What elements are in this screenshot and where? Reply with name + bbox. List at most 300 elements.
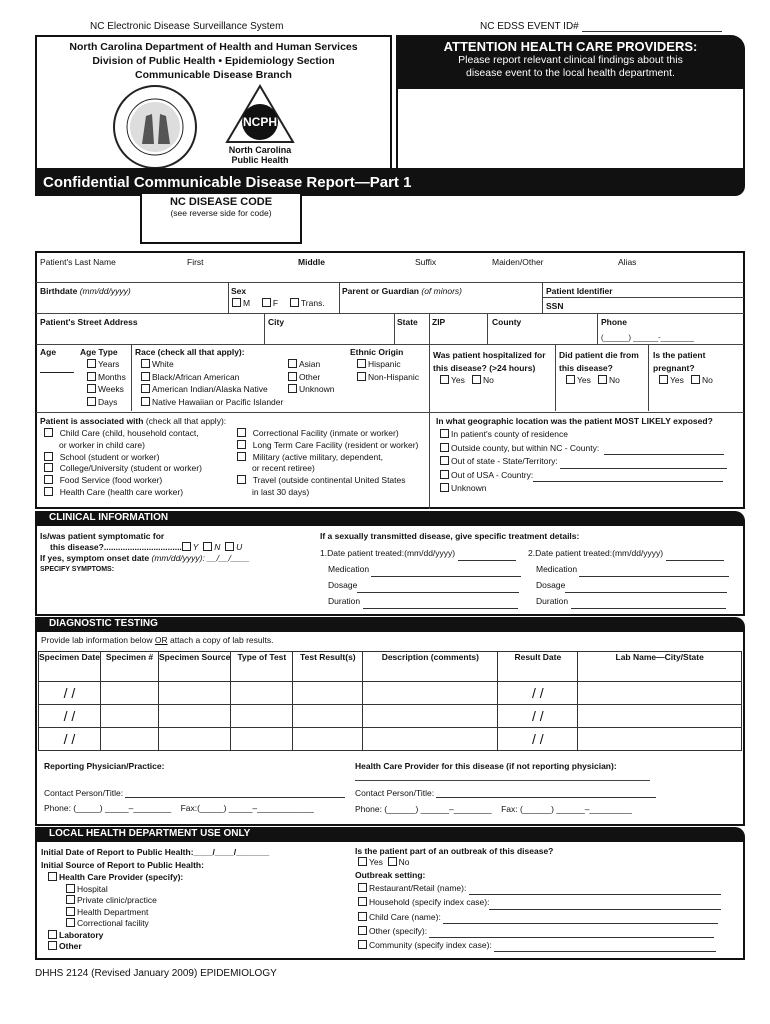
option-label: or worker in child care): [59, 439, 145, 450]
option-label: Non-Hispanic: [368, 371, 420, 382]
option-label: Child Care (name):: [369, 911, 441, 922]
country-field[interactable]: [533, 473, 723, 482]
dosage-field[interactable]: [565, 584, 727, 593]
question-text: Is/was patient symptomatic for: [40, 531, 165, 541]
sex-m-label: M: [243, 298, 251, 308]
source-correctional[interactable]: [48, 918, 183, 930]
exposure-options: [440, 428, 727, 496]
sex-trans-label: Trans.: [300, 298, 325, 308]
option-label: Other (specify):: [369, 925, 428, 936]
checkbox[interactable]: [358, 897, 367, 906]
sex-options: [232, 298, 325, 308]
divider: [429, 313, 430, 509]
setting-community[interactable]: [358, 938, 721, 952]
race-other[interactable]: [288, 371, 334, 384]
cell[interactable]: [363, 682, 498, 705]
middle-name-label: Middle: [298, 257, 325, 267]
no-label: No: [398, 857, 410, 867]
assoc-correctional[interactable]: [237, 428, 418, 440]
setting-other[interactable]: [358, 924, 721, 938]
ethnic-hispanic[interactable]: [357, 358, 419, 371]
onset-label: If yes, symptom onset date: [40, 553, 150, 563]
svg-text:NCPH: NCPH: [242, 115, 278, 129]
question-text: Did patient die from: [559, 350, 639, 360]
state-label: State: [397, 317, 418, 327]
option-label: Days: [98, 396, 118, 407]
disease-code-note: (see reverse side for code): [170, 208, 272, 218]
agency-line: Communicable Disease Branch: [135, 69, 292, 81]
guardian-label: [342, 286, 462, 296]
setting-household[interactable]: [358, 895, 721, 909]
county-field[interactable]: [604, 446, 724, 455]
birthdate-format: (mm/dd/yyyy): [79, 286, 131, 296]
option-label: Out of state - State/Territory:: [451, 456, 558, 466]
yes-label: Yes: [369, 857, 383, 867]
checkbox[interactable]: [357, 372, 366, 381]
logo-caption: Public Health: [231, 155, 289, 165]
option-label: Unknown: [299, 384, 335, 394]
checkbox[interactable]: [141, 384, 150, 393]
ethnic-non-hispanic[interactable]: [357, 371, 419, 384]
initial-date-field[interactable]: Initial Date of Report to Public Health:____/____/_______: [41, 847, 270, 857]
age-type-months[interactable]: [87, 371, 126, 384]
checkbox[interactable]: [44, 452, 53, 461]
col-description: Description (comments): [363, 652, 498, 682]
yes-checkbox[interactable]: [659, 375, 668, 384]
reporting-physician-label: Reporting Physician/Practice:: [44, 761, 165, 771]
cell[interactable]: [293, 728, 363, 751]
treat-date-label: 2.Date patient treated:(mm/dd/yyyy): [528, 548, 664, 558]
cell-specimen-date[interactable]: / /: [39, 705, 101, 728]
associated-note: (check all that apply):: [145, 416, 227, 426]
source-laboratory[interactable]: [48, 930, 183, 942]
medication-field[interactable]: [579, 568, 729, 577]
setting-restaurant[interactable]: [358, 881, 721, 895]
age-type-weeks[interactable]: [87, 383, 126, 396]
divider: [487, 313, 488, 345]
cell[interactable]: [578, 728, 742, 751]
contact-label: Contact Person/Title:: [44, 788, 124, 798]
question-text: Is the patient: [653, 350, 706, 360]
exposure-unknown[interactable]: [440, 482, 727, 496]
diagnostic-section-header: DIAGNOSTIC TESTING: [35, 617, 745, 632]
checkbox[interactable]: [66, 895, 75, 904]
duration-label: Duration: [328, 596, 361, 606]
yes-checkbox[interactable]: [440, 375, 449, 384]
attention-body: Please report relevant clinical findings about this: [458, 54, 683, 66]
option-label: Out of USA - Country:: [451, 469, 534, 480]
associated-title: Patient is associated with: [40, 416, 144, 426]
died-options: [566, 375, 620, 385]
divider: [131, 344, 132, 411]
divider: [597, 313, 598, 345]
race-white[interactable]: [141, 358, 283, 371]
table-row[interactable]: [39, 682, 742, 705]
contact-label: Contact Person/Title:: [355, 788, 435, 798]
checkbox[interactable]: [440, 470, 449, 479]
duration-field[interactable]: [571, 600, 726, 609]
race-label: Race (check all that apply):: [135, 347, 245, 357]
system-name: NC Electronic Disease Surveillance System: [90, 21, 284, 32]
lab-table: [38, 651, 742, 751]
n-label: N: [214, 542, 221, 552]
cell[interactable]: [231, 705, 293, 728]
question-text: Was patient hospitalized for: [433, 350, 546, 360]
std-title: If a sexually transmitted disease, give specific treatment details:: [320, 531, 580, 541]
col-specimen-number: Specimen #: [101, 652, 159, 682]
no-label: No: [482, 375, 494, 385]
exposure-county-residence[interactable]: [440, 428, 727, 442]
option-label: Private clinic/practice: [77, 895, 157, 905]
fax-field[interactable]: Fax:(_____) _____–____________: [180, 803, 314, 813]
yes-label: Yes: [577, 375, 591, 385]
checkbox[interactable]: [358, 883, 367, 892]
checkbox[interactable]: [87, 384, 96, 393]
cell[interactable]: [363, 728, 498, 751]
option-label: or recent retiree): [252, 463, 315, 474]
checkbox[interactable]: [44, 428, 53, 437]
source-health-dept[interactable]: [48, 907, 183, 919]
checkbox[interactable]: [44, 487, 53, 496]
dosage-field[interactable]: [357, 584, 519, 593]
checkbox[interactable]: [440, 483, 449, 492]
no-label: No: [608, 375, 620, 385]
cell[interactable]: [101, 682, 159, 705]
option-label: Black/African American: [152, 371, 240, 382]
race-asian[interactable]: [288, 358, 334, 371]
guardian-text: Parent or Guardian: [342, 286, 419, 296]
zip-label: ZIP: [432, 317, 446, 327]
exposure-title: In what geographic location was the patient MOST LIKELY exposed?: [436, 416, 713, 426]
no-checkbox[interactable]: [691, 375, 700, 384]
medication-label: Medication: [328, 564, 370, 574]
checkbox[interactable]: [358, 926, 367, 935]
hospitalized-question: [433, 349, 546, 374]
u-checkbox[interactable]: [225, 542, 234, 551]
yes-checkbox[interactable]: [566, 375, 575, 384]
y-checkbox[interactable]: [182, 542, 191, 551]
event-id-text: NC EDSS EVENT ID#: [480, 21, 579, 32]
option-label: Child Care (child, household contact,: [59, 428, 199, 438]
age-type-label: Age Type: [80, 347, 118, 357]
sex-f-label: F: [272, 298, 279, 308]
phone-field[interactable]: (______) ______-________: [601, 333, 694, 342]
no-checkbox[interactable]: [388, 857, 397, 866]
sex-f-checkbox[interactable]: [262, 298, 271, 307]
associated-label: [40, 416, 226, 426]
medication-field[interactable]: [371, 568, 521, 577]
assoc-long-term-care[interactable]: [237, 440, 418, 452]
cell[interactable]: [159, 728, 231, 751]
local-health-dept-header: LOCAL HEALTH DEPARTMENT USE ONLY: [35, 827, 745, 842]
sex-m-checkbox[interactable]: [232, 298, 241, 307]
question-text: this disease?.................................: [50, 542, 182, 552]
question-text: pregnant?: [653, 362, 695, 373]
age-type-days[interactable]: [87, 396, 126, 409]
checkbox[interactable]: [66, 884, 75, 893]
checkbox[interactable]: [44, 475, 53, 484]
pregnant-question: [653, 349, 705, 374]
option-label: American Indian/Alaska Native: [152, 384, 268, 394]
question-text: this disease?: [559, 362, 613, 373]
option-label: Household (specify index case):: [369, 897, 490, 908]
outbreak-question: Is the patient part of an outbreak of this disease?: [355, 846, 554, 856]
checkbox[interactable]: [48, 930, 57, 939]
state-seal-logo: [112, 84, 198, 170]
setting-field[interactable]: [494, 943, 716, 952]
phone-field[interactable]: Phone: (_____) _____–________: [44, 803, 172, 813]
option-label: Unknown: [451, 483, 487, 493]
option-label: Years: [98, 359, 120, 369]
agency-line: North Carolina Department of Health and Human Services: [69, 41, 358, 53]
outbreak-options: [358, 857, 409, 867]
cell[interactable]: [101, 728, 159, 751]
race-pacific-islander[interactable]: [141, 396, 283, 409]
guardian-note: (of minors): [421, 286, 462, 296]
checkbox[interactable]: [48, 941, 57, 950]
age-label: Age: [40, 347, 57, 357]
col-specimen-source: Specimen Source: [159, 652, 231, 682]
form-footer: DHHS 2124 (Revised January 2009) EPIDEMIOLOGY: [35, 968, 277, 979]
source-other[interactable]: [48, 941, 183, 953]
lab-note: [41, 635, 273, 645]
disease-code-box[interactable]: [140, 194, 302, 244]
medication-label: Medication: [536, 564, 578, 574]
checkbox[interactable]: [288, 359, 297, 368]
initial-source-label: Initial Source of Report to Public Health:: [41, 860, 204, 870]
assoc-school[interactable]: [44, 452, 202, 464]
outbreak-settings: [358, 881, 721, 952]
cell[interactable]: [293, 705, 363, 728]
checkbox[interactable]: [66, 907, 75, 916]
patient-identifier-label: Patient Identifier: [546, 286, 613, 296]
county-label: County: [492, 317, 522, 327]
cell[interactable]: [293, 682, 363, 705]
race-black[interactable]: [141, 371, 283, 384]
contact-field[interactable]: [125, 789, 345, 798]
checkbox[interactable]: [48, 872, 57, 881]
checkbox[interactable]: [358, 940, 367, 949]
sex-trans-checkbox[interactable]: [290, 298, 299, 307]
specify-symptoms-label: SPECIFY SYMPTOMS:: [40, 566, 115, 573]
option-label: Native Hawaiian or Pacific Islander: [152, 396, 284, 407]
ssn-label: SSN: [546, 301, 564, 311]
question-text: this disease? (>24 hours): [433, 362, 536, 373]
option-label: Weeks: [98, 384, 124, 394]
ncph-logo: [225, 84, 295, 144]
option-label: Military (active military, dependent,: [252, 451, 383, 462]
table-row[interactable]: [39, 728, 742, 751]
checkbox[interactable]: [440, 456, 449, 465]
exposure-out-of-usa[interactable]: [440, 469, 727, 483]
checkbox[interactable]: [237, 440, 246, 449]
divider: [264, 313, 265, 345]
checkbox[interactable]: [288, 372, 297, 381]
option-label: White: [152, 359, 174, 369]
assoc-travel[interactable]: [237, 475, 418, 487]
duration-label: Duration: [536, 596, 569, 606]
age-type-years[interactable]: [87, 358, 126, 371]
cell[interactable]: [363, 705, 498, 728]
treatment-1: [320, 545, 521, 609]
treat-date-label: 1.Date patient treated:(mm/dd/yyyy): [320, 548, 456, 558]
col-type-of-test: Type of Test: [231, 652, 293, 682]
phone-fax-1: [44, 803, 314, 813]
treat-date-field[interactable]: [458, 552, 516, 561]
race-unknown[interactable]: [288, 383, 334, 396]
cell[interactable]: [159, 682, 231, 705]
source-hcp[interactable]: [48, 872, 183, 884]
disease-code-label: NC DISEASE CODE: [169, 196, 273, 208]
age-field[interactable]: [40, 372, 74, 373]
checkbox[interactable]: [440, 429, 449, 438]
checkbox[interactable]: [358, 912, 367, 921]
option-label: Hispanic: [368, 359, 401, 369]
checkbox[interactable]: [87, 372, 96, 381]
agency-line: Division of Public Health • Epidemiology Section: [92, 55, 335, 67]
state-territory-field[interactable]: [560, 460, 727, 469]
treat-date-field[interactable]: [666, 552, 724, 561]
checkbox[interactable]: [237, 428, 246, 437]
option-label: Outside county, but within NC - County:: [451, 442, 600, 453]
exposure-within-nc[interactable]: [440, 442, 727, 456]
checkbox[interactable]: [237, 475, 246, 484]
checkbox[interactable]: [141, 359, 150, 368]
phone-field[interactable]: Phone: (______) ______–________: [355, 804, 492, 814]
assoc-college[interactable]: [44, 463, 202, 475]
age-type-options: [87, 358, 126, 408]
lab-table-header: [39, 652, 742, 682]
n-checkbox[interactable]: [203, 542, 212, 551]
cell-specimen-date[interactable]: / /: [39, 682, 101, 705]
event-id-label: [480, 21, 722, 32]
setting-field[interactable]: [429, 929, 714, 938]
option-label: Asian: [299, 359, 321, 369]
option-label: Hospital: [77, 883, 108, 894]
option-label: Months: [98, 371, 126, 382]
checkbox[interactable]: [44, 463, 53, 472]
assoc-military[interactable]: [237, 452, 418, 464]
checkbox[interactable]: [357, 359, 366, 368]
option-label: College/University (student or worker): [59, 463, 202, 474]
attention-body: disease event to the local health department.: [466, 67, 675, 79]
first-name-label: First: [187, 257, 204, 267]
cell[interactable]: [101, 705, 159, 728]
birthdate-text: Birthdate: [40, 286, 78, 296]
divider: [555, 344, 556, 411]
setting-field[interactable]: [489, 901, 721, 910]
clinical-section-header: CLINICAL INFORMATION: [35, 511, 745, 526]
divider: [36, 282, 744, 283]
source-options: [48, 872, 183, 953]
contact-1: [44, 788, 345, 798]
option-label: In patient's county of residence: [451, 429, 568, 439]
fax-field[interactable]: Fax: (______) ______–_________: [501, 804, 632, 814]
logo-caption: North Carolina: [228, 145, 292, 155]
lab-note-text: attach a copy of lab results.: [167, 635, 274, 645]
pregnant-options: [659, 375, 713, 385]
symptomatic-question: [40, 531, 250, 575]
divider: [339, 282, 340, 314]
event-id-field[interactable]: [582, 23, 722, 32]
u-label: U: [236, 542, 243, 552]
onset-field[interactable]: (mm/dd/yyyy): __/__/____: [151, 553, 250, 563]
cell-specimen-date[interactable]: / /: [39, 728, 101, 751]
no-checkbox[interactable]: [472, 375, 481, 384]
checkbox[interactable]: [87, 359, 96, 368]
cell[interactable]: [231, 728, 293, 751]
setting-child-care[interactable]: [358, 910, 721, 924]
option-label: School (student or worker): [59, 451, 160, 462]
cell[interactable]: [159, 705, 231, 728]
assoc-food-service[interactable]: [44, 475, 202, 487]
option-label: Health Department: [77, 906, 149, 917]
checkbox[interactable]: [87, 397, 96, 406]
alias-label: Alias: [618, 257, 637, 267]
last-name-label: Patient's Last Name: [40, 257, 116, 267]
checkbox[interactable]: [288, 384, 297, 393]
yes-checkbox[interactable]: [358, 857, 367, 866]
option-label: Health Care (health care worker): [59, 486, 184, 497]
setting-field[interactable]: [443, 915, 718, 924]
race-american-indian[interactable]: [141, 383, 283, 396]
col-result-date: Result Date: [498, 652, 578, 682]
cell-result-date[interactable]: / /: [498, 728, 578, 751]
divider: [648, 344, 649, 411]
checkbox[interactable]: [141, 397, 150, 406]
agency-header: [35, 40, 392, 82]
cell-result-date[interactable]: / /: [498, 682, 578, 705]
cell-result-date[interactable]: / /: [498, 705, 578, 728]
contact-2: [355, 788, 656, 798]
ethnic-options: [357, 358, 419, 383]
hospitalized-options: [440, 375, 494, 385]
option-label: Laboratory: [59, 929, 104, 940]
associated-col1: [44, 428, 202, 499]
source-private-clinic[interactable]: [48, 895, 183, 907]
race-options-col2: [288, 358, 334, 396]
source-hospital[interactable]: [48, 884, 183, 896]
lab-note-text: Provide lab information below: [41, 635, 155, 645]
provider-field-line[interactable]: [355, 780, 650, 781]
checkbox[interactable]: [66, 918, 75, 927]
duration-field[interactable]: [363, 600, 518, 609]
assoc-child-care[interactable]: [44, 428, 202, 440]
checkbox[interactable]: [440, 443, 449, 452]
cell[interactable]: [578, 705, 742, 728]
report-title: Confidential Communicable Disease Report—Part 1: [35, 168, 745, 196]
assoc-health-care[interactable]: [44, 487, 202, 499]
cell[interactable]: [578, 682, 742, 705]
option-label: Food Service (food worker): [59, 475, 163, 486]
table-row[interactable]: [39, 705, 742, 728]
exposure-out-of-state[interactable]: [440, 455, 727, 469]
contact-field[interactable]: [436, 789, 656, 798]
col-lab-name: Lab Name—City/State: [578, 652, 742, 682]
checkbox[interactable]: [237, 452, 246, 461]
no-checkbox[interactable]: [598, 375, 607, 384]
setting-field[interactable]: [469, 886, 721, 895]
phone-label: Phone: [601, 317, 627, 327]
cell[interactable]: [231, 682, 293, 705]
attention-title: ATTENTION HEALTH CARE PROVIDERS:: [443, 39, 698, 54]
dosage-label: Dosage: [536, 580, 566, 590]
birthdate-label: [40, 286, 131, 296]
lab-note-or: OR: [154, 635, 168, 645]
checkbox[interactable]: [141, 372, 150, 381]
option-label: Correctional Facility (inmate or worker): [252, 428, 399, 438]
phone-fax-2: [355, 804, 632, 814]
